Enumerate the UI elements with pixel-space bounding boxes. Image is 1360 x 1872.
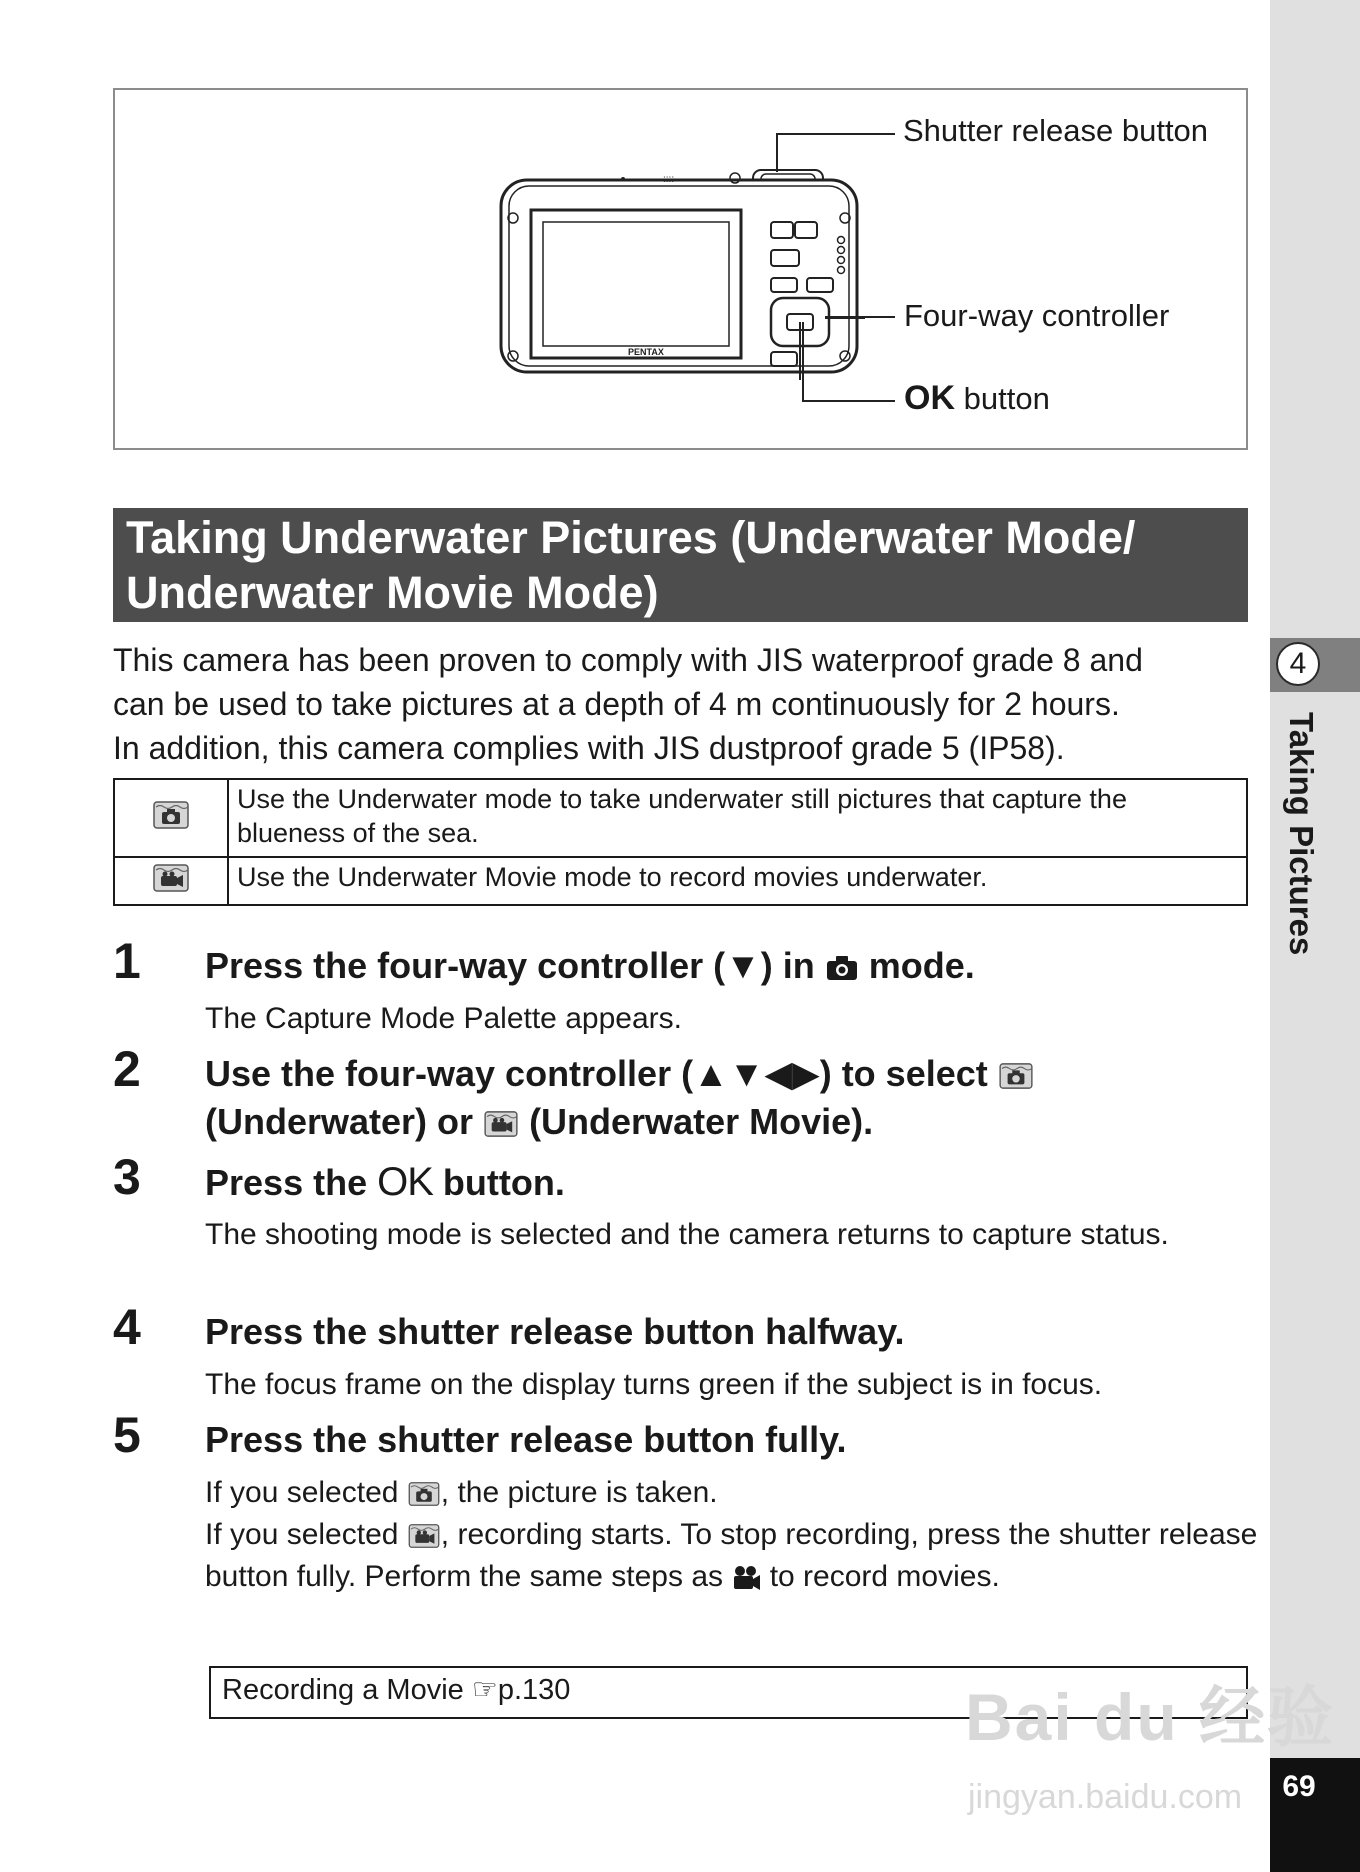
shutter-release-label: Shutter release button	[903, 113, 1209, 148]
heading-line-1: Taking Underwater Pictures (Underwater Mode/	[126, 512, 1136, 563]
table-row	[114, 857, 1247, 905]
step-5-body-a2: , the picture is taken.	[440, 1476, 718, 1509]
camera-brand-label: PENTAX	[628, 347, 664, 357]
svg-text:::::: ::::	[663, 174, 675, 185]
reference-link[interactable]	[222, 1672, 570, 1707]
underwater-camera-icon	[998, 1062, 1034, 1090]
baidu-watermark: Bai du 经验	[965, 1680, 1336, 1754]
step-3-body: The shooting mode is selected and the camera returns to capture status.	[205, 1218, 1169, 1251]
chapter-number: 4	[1276, 642, 1320, 686]
intro-line-3: In addition, this camera complies with JIS dustproof grade 5 (IP58).	[113, 730, 1065, 766]
step-1-heading-b: mode.	[868, 945, 975, 986]
step-5-body-b3: to record movies.	[769, 1560, 1000, 1593]
step-1-body: The Capture Mode Palette appears.	[205, 1002, 682, 1035]
callout-lines	[775, 128, 905, 418]
chapter-title: Taking Pictures	[1283, 712, 1320, 956]
intro-line-1: This camera has been proven to comply with JIS waterproof grade 8 and	[113, 642, 1143, 678]
underwater-movie-icon	[114, 857, 228, 905]
underwater-movie-icon	[407, 1523, 441, 1549]
pointing-hand-icon: ☞	[471, 1674, 498, 1706]
ok-symbol: OK	[377, 1160, 433, 1204]
step-2-number: 2	[113, 1041, 141, 1097]
intro-paragraph	[113, 638, 1253, 770]
step-1-number: 1	[113, 933, 141, 989]
table-row	[114, 779, 1247, 857]
underwater-camera-icon	[114, 779, 228, 857]
step-5-body-b1: If you selected	[205, 1518, 399, 1551]
step-5-body	[205, 1472, 1265, 1598]
step-2-heading-c: (Underwater Movie).	[529, 1101, 874, 1142]
step-3-number: 3	[113, 1149, 141, 1205]
baidu-watermark-url: jingyan.baidu.com	[968, 1778, 1243, 1816]
movie-mode-icon	[731, 1564, 761, 1592]
underwater-mode-description: Use the Underwater mode to take underwater still pictures that capture the blueness of the sea.	[228, 779, 1247, 857]
step-4-heading: Press the shutter release button halfway.	[205, 1311, 905, 1352]
step-4-body: The focus frame on the display turns green if the subject is in focus.	[205, 1368, 1103, 1401]
ok-suffix: button	[963, 381, 1050, 416]
intro-line-2: can be used to take pictures at a depth of 4 m continuously for 2 hours.	[113, 686, 1120, 722]
step-3-heading-a: Press the	[205, 1162, 368, 1203]
underwater-movie-icon	[483, 1110, 519, 1138]
camera-icon	[825, 954, 859, 982]
step-5-heading: Press the shutter release button fully.	[205, 1419, 847, 1460]
mode-table	[113, 778, 1248, 906]
section-heading	[126, 510, 1236, 620]
underwater-camera-icon	[407, 1481, 441, 1507]
ok-button-label	[904, 379, 1050, 418]
reference-page: p.130	[497, 1674, 571, 1706]
ok-symbol: OK	[904, 379, 955, 417]
page-number: 69	[1282, 1770, 1316, 1803]
step-1-heading-a: Press the four-way controller (▼) in	[205, 945, 815, 986]
step-2-heading-b: (Underwater) or	[205, 1101, 474, 1142]
step-5-number: 5	[113, 1407, 141, 1463]
step-4-number: 4	[113, 1299, 141, 1355]
four-way-controller-label: Four-way controller	[904, 298, 1170, 333]
step-1-heading	[205, 942, 1265, 990]
heading-line-2: Underwater Movie Mode)	[126, 567, 659, 618]
step-3-heading	[205, 1158, 1265, 1207]
step-3-heading-b: button.	[442, 1162, 565, 1203]
step-5-body-b2: , recording starts. To stop recording, press the shutter release button fully. Perform the same steps as	[205, 1518, 1258, 1593]
step-2-heading-a: Use the four-way controller (▲▼◀▶) to select	[205, 1053, 988, 1094]
step-2-heading	[205, 1050, 1265, 1146]
step-5-body-a1: If you selected	[205, 1476, 399, 1509]
underwater-movie-description: Use the Underwater Movie mode to record movies underwater.	[228, 857, 1247, 905]
reference-text: Recording a Movie	[222, 1674, 464, 1706]
